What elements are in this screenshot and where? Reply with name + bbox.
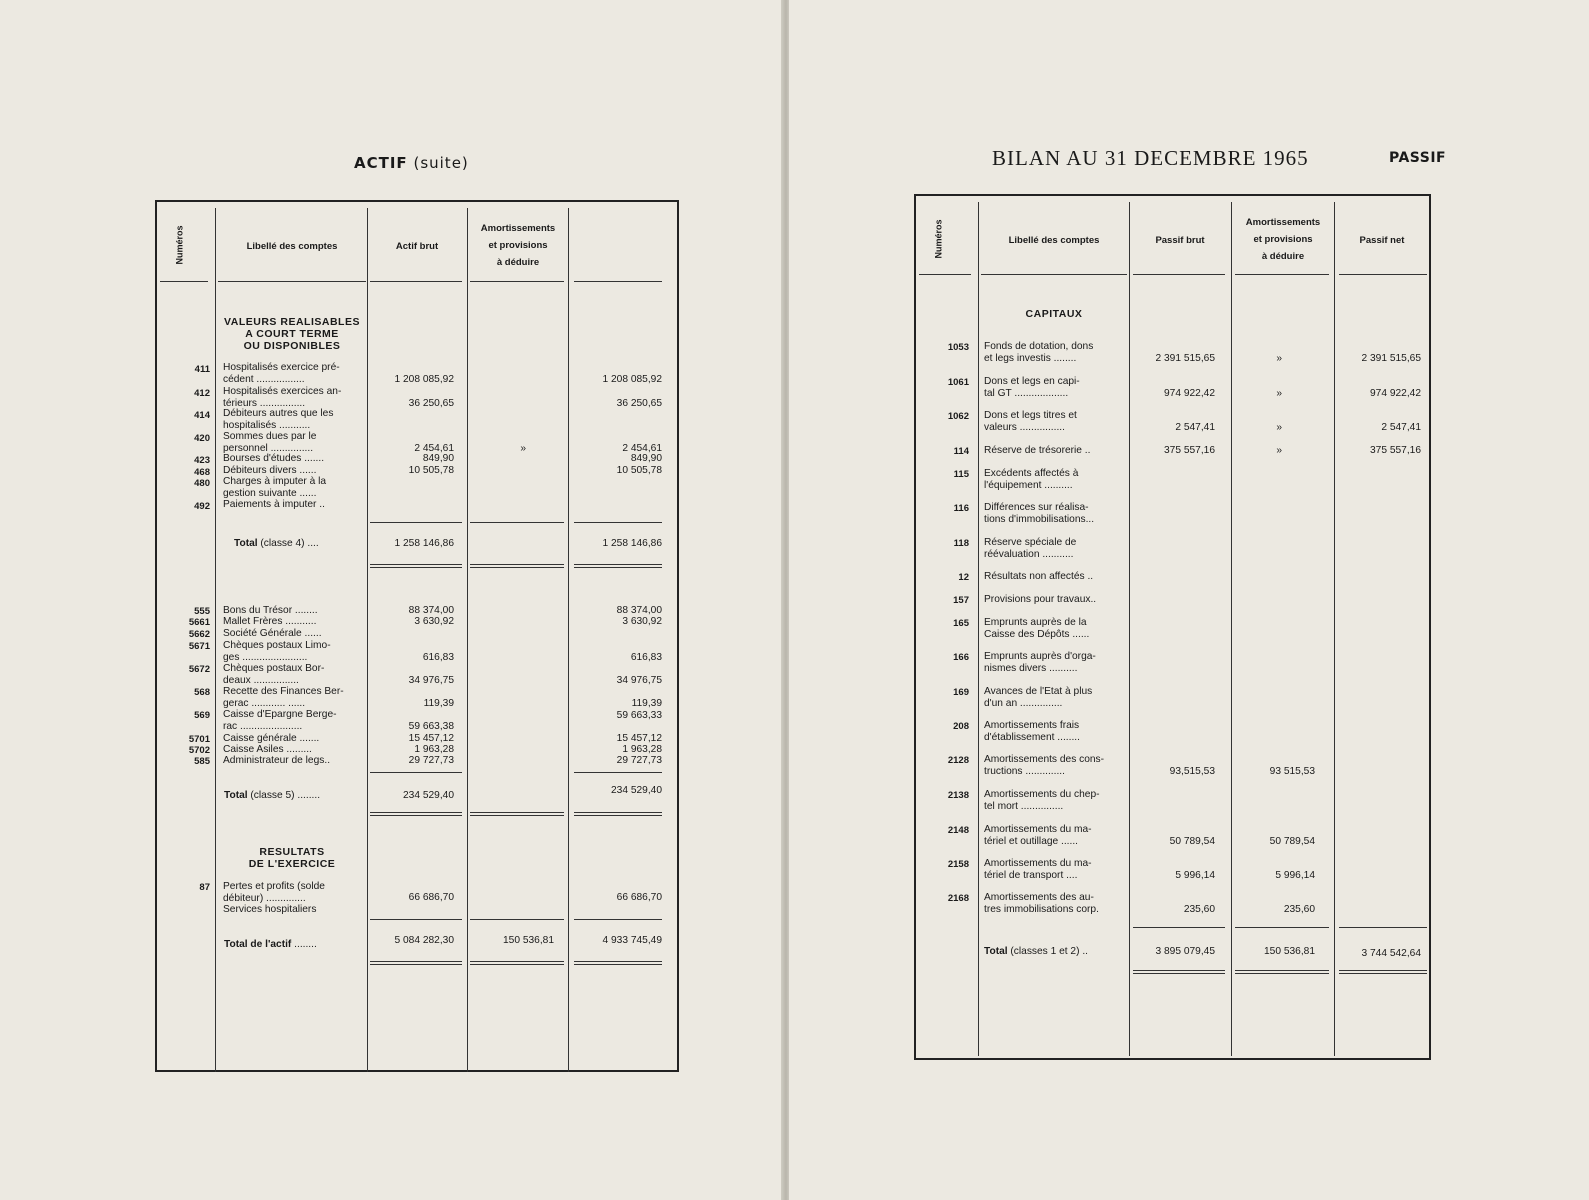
actif-brut-value: 2 454,61 xyxy=(414,442,454,454)
account-label: tériel de transport .... xyxy=(984,869,1078,881)
actif-brut-value: 616,83 xyxy=(422,651,454,663)
passif-net-value: 974 922,42 xyxy=(1370,387,1421,399)
account-label: Caisse Asiles ......... xyxy=(223,744,312,755)
double-rule xyxy=(574,564,662,568)
double-rule xyxy=(370,961,462,965)
total-suffix: (classes 1 et 2) .. xyxy=(1007,946,1088,957)
header-rule xyxy=(919,274,971,275)
double-rule xyxy=(370,564,462,568)
account-number: 2138 xyxy=(947,790,969,801)
account-label: tions d'immobilisations... xyxy=(984,513,1095,525)
total-label: Total xyxy=(984,946,1008,957)
actif-net-value: 3 630,92 xyxy=(622,616,662,627)
account-label: ges ....................... xyxy=(223,651,308,663)
passif-brut-value: 93,515,53 xyxy=(1169,765,1215,777)
header-amortissements-line: à déduire xyxy=(496,257,540,268)
subtotal-rule xyxy=(1235,927,1329,928)
account-label: Société Générale ...... xyxy=(223,628,322,639)
amortissement-value: 50 789,54 xyxy=(1269,835,1315,847)
double-rule xyxy=(1235,970,1329,974)
total-label: Total xyxy=(234,538,258,549)
double-rule xyxy=(470,564,564,568)
account-number: 412 xyxy=(194,388,210,399)
subtotal-rule xyxy=(574,919,662,920)
header-amortissements-line: Amortissements xyxy=(1245,217,1321,228)
account-label: tériel et outillage ...... xyxy=(984,835,1079,847)
left-page-title xyxy=(354,154,469,172)
account-label: gestion suivante ...... xyxy=(223,487,317,499)
account-label: tal GT ................... xyxy=(984,387,1069,399)
account-label: l'équipement .......... xyxy=(984,479,1073,491)
account-number: 414 xyxy=(194,410,210,421)
header-amortissements-line: et provisions xyxy=(488,240,548,251)
section-resultats: RESULTATS xyxy=(259,846,325,858)
account-number: 5661 xyxy=(188,617,210,628)
header-rule xyxy=(981,274,1127,275)
right-page xyxy=(789,0,1589,1200)
header-libelle: Libellé des comptes xyxy=(1008,235,1100,246)
actif-column-divider xyxy=(467,208,468,1072)
account-label: Paiements à imputer .. xyxy=(223,499,325,510)
account-label: Emprunts auprès d'orga- xyxy=(984,651,1096,662)
account-label: gerac ............ ...... xyxy=(223,697,306,709)
total-4-net: 1 258 146,86 xyxy=(602,538,662,549)
account-number: 2168 xyxy=(947,893,969,904)
passif-column-divider xyxy=(1231,202,1232,1056)
account-label: hospitalisés ........... xyxy=(223,419,311,431)
total-label: Total xyxy=(224,790,248,801)
double-rule xyxy=(370,812,462,816)
account-label: Réserve spéciale de xyxy=(984,537,1077,548)
header-rule xyxy=(1339,274,1427,275)
total-suffix: (classe 5) ........ xyxy=(247,790,321,801)
actif-net-value: 66 686,70 xyxy=(616,892,662,903)
account-label: Fonds de dotation, dons xyxy=(984,341,1094,352)
double-rule xyxy=(574,961,662,965)
subtotal-rule xyxy=(370,772,462,773)
actif-brut-value: 34 976,75 xyxy=(408,674,454,686)
passif-net-value: 2 547,41 xyxy=(1381,421,1421,433)
passif-brut-value: 375 557,16 xyxy=(1164,445,1215,456)
account-label: nismes divers .......... xyxy=(984,662,1078,674)
actif-brut-value: 849,90 xyxy=(422,453,454,464)
header-rule xyxy=(1133,274,1225,275)
account-label: térieurs ................ xyxy=(223,397,306,409)
header-amortissements-line: à déduire xyxy=(1261,251,1305,262)
account-number: 166 xyxy=(953,652,969,663)
subtotal-rule xyxy=(1339,927,1427,928)
account-label: et legs investis ........ xyxy=(984,352,1077,364)
account-label: tres immobilisations corp. xyxy=(984,903,1099,915)
double-rule xyxy=(1133,970,1225,974)
bilan-title: BILAN AU 31 DECEMBRE 1965 xyxy=(992,146,1309,170)
account-label: d'établissement ........ xyxy=(984,731,1080,743)
account-label: Services hospitaliers xyxy=(223,904,317,915)
actif-net-value: 1 208 085,92 xyxy=(602,373,662,385)
actif-brut-value: 59 663,38 xyxy=(408,720,454,732)
account-label: Amortissements des au- xyxy=(984,892,1094,903)
account-label: Chèques postaux Limo- xyxy=(223,640,331,651)
total-actif-net: 4 933 745,49 xyxy=(602,935,662,946)
header-passif-brut: Passif brut xyxy=(1155,235,1205,246)
header-rule xyxy=(218,281,366,282)
account-number: 12 xyxy=(958,572,969,583)
account-number: 5702 xyxy=(188,745,210,756)
account-number: 568 xyxy=(194,687,210,698)
account-label: Caisse d'Epargne Berge- xyxy=(223,709,337,720)
account-label: Bons du Trésor ........ xyxy=(223,605,318,616)
account-number: 5701 xyxy=(188,734,210,745)
account-number: 208 xyxy=(953,721,969,732)
amortissement-value: » xyxy=(520,442,526,454)
actif-net-value: 29 727,73 xyxy=(616,755,662,766)
actif-net-value: 10 505,78 xyxy=(616,465,662,476)
subtotal-rule xyxy=(574,522,662,523)
account-number: 1062 xyxy=(947,411,969,422)
actif-net-value: 15 457,12 xyxy=(616,733,662,744)
account-label: d'un an ............... xyxy=(984,697,1063,709)
account-label: Dons et legs titres et xyxy=(984,410,1077,421)
total-passif-brut: 3 895 079,45 xyxy=(1155,946,1215,957)
actif-net-value: 36 250,65 xyxy=(616,397,662,409)
account-label: valeurs ................ xyxy=(984,421,1065,433)
header-numeros: Numéros xyxy=(174,225,185,265)
subtotal-rule xyxy=(1133,927,1225,928)
account-label: Dons et legs en capi- xyxy=(984,376,1080,387)
account-number: 468 xyxy=(194,467,210,478)
total-actif-brut: 5 084 282,30 xyxy=(394,935,454,946)
account-label: tructions .............. xyxy=(984,765,1065,777)
actif-net-value: 2 454,61 xyxy=(622,442,662,454)
amortissement-value: 235,60 xyxy=(1283,903,1315,915)
account-number: 116 xyxy=(953,503,969,514)
account-label: réévaluation ........... xyxy=(984,548,1074,560)
header-amortissements-line: et provisions xyxy=(1253,234,1313,245)
account-number: 5671 xyxy=(188,641,210,652)
account-number: 87 xyxy=(199,882,210,893)
account-label: personnel ............... xyxy=(223,442,314,454)
left-page xyxy=(0,0,783,1200)
total-classe-5 xyxy=(224,790,320,801)
account-number: 555 xyxy=(194,606,210,617)
actif-net-value: 34 976,75 xyxy=(616,674,662,686)
subtotal-rule xyxy=(470,919,564,920)
passif-column-divider xyxy=(1334,202,1335,1056)
account-label: Amortissements frais xyxy=(984,720,1080,731)
header-rule xyxy=(1235,274,1329,275)
account-number: 169 xyxy=(953,687,969,698)
total-classes-1-2 xyxy=(984,946,1088,957)
account-number: 480 xyxy=(194,478,210,489)
account-label: Débiteurs divers ...... xyxy=(223,465,317,476)
account-label: Emprunts auprès de la xyxy=(984,617,1087,628)
passif-brut-value: 235,60 xyxy=(1183,903,1215,915)
account-label: Amortissements du chep- xyxy=(984,789,1100,800)
passif-brut-value: 974 922,42 xyxy=(1164,387,1215,399)
account-label: Chèques postaux Bor- xyxy=(223,663,325,674)
account-label: deaux ................ xyxy=(223,674,299,686)
subtotal-rule xyxy=(574,772,662,773)
account-label: Mallet Frères ........... xyxy=(223,616,317,627)
account-label: Caisse des Dépôts ...... xyxy=(984,628,1090,640)
account-label: Charges à imputer à la xyxy=(223,476,327,487)
left-title-rest: (suite) xyxy=(413,154,469,172)
header-amortissements-line: Amortissements xyxy=(480,223,556,234)
amortissement-value: 5 996,14 xyxy=(1275,869,1315,881)
total-5-net: 234 529,40 xyxy=(611,785,662,796)
account-label: Avances de l'Etat à plus xyxy=(984,686,1093,697)
double-rule xyxy=(1339,970,1427,974)
double-rule xyxy=(470,812,564,816)
total-label: Total de l'actif xyxy=(224,939,292,950)
actif-brut-value: 3 630,92 xyxy=(414,616,454,627)
account-label: Administrateur de legs.. xyxy=(223,755,331,766)
account-number: 114 xyxy=(953,446,969,457)
section-valeurs-realisables: OU DISPONIBLES xyxy=(243,340,341,352)
header-libelle: Libellé des comptes xyxy=(246,241,338,252)
account-number: 118 xyxy=(953,538,969,549)
actif-net-value: 616,83 xyxy=(630,651,662,663)
account-label: cédent ................. xyxy=(223,373,305,385)
account-label: Débiteurs autres que les xyxy=(223,408,334,419)
passif-column-divider xyxy=(978,202,979,1056)
total-suffix: (classe 4) .... xyxy=(257,538,319,549)
header-rule xyxy=(160,281,208,282)
actif-brut-value: 1 963,28 xyxy=(414,744,454,755)
header-rule xyxy=(574,281,662,282)
actif-brut-value: 29 727,73 xyxy=(408,755,454,766)
passif-column-divider xyxy=(1129,202,1130,1056)
total-classe-4 xyxy=(234,538,319,549)
account-label: Excédents affectés à xyxy=(984,468,1079,479)
passif-net-value: 2 391 515,65 xyxy=(1361,352,1421,364)
passif-net-value: 375 557,16 xyxy=(1370,445,1421,456)
account-label: Sommes dues par le xyxy=(223,431,317,442)
account-number: 157 xyxy=(953,595,969,606)
header-rule xyxy=(370,281,462,282)
actif-net-value: 88 374,00 xyxy=(616,605,662,616)
account-label: débiteur) .............. xyxy=(223,892,306,904)
account-number: 1061 xyxy=(947,377,969,388)
account-number: 115 xyxy=(953,469,969,480)
account-number: 2158 xyxy=(947,859,969,870)
account-label: Hospitalisés exercices an- xyxy=(223,386,342,397)
total-5-brut: 234 529,40 xyxy=(403,790,454,801)
header-passif-net: Passif net xyxy=(1359,235,1405,246)
total-actif xyxy=(224,939,317,950)
amortissement-value: 93 515,53 xyxy=(1269,765,1315,777)
actif-net-value: 59 663,33 xyxy=(616,709,662,721)
account-number: 2148 xyxy=(947,825,969,836)
actif-brut-value: 15 457,12 xyxy=(408,733,454,744)
left-title-bold: ACTIF xyxy=(354,154,408,172)
actif-net-value: 849,90 xyxy=(630,453,662,464)
account-number: 411 xyxy=(194,364,210,375)
account-label: Bourses d'études ....... xyxy=(223,453,325,464)
header-actif-brut: Actif brut xyxy=(395,241,439,252)
amortissement-value: » xyxy=(1276,352,1282,364)
total-suffix: ........ xyxy=(291,939,317,950)
passif-brut-value: 50 789,54 xyxy=(1169,835,1215,847)
subtotal-rule xyxy=(470,522,564,523)
actif-column-divider xyxy=(367,208,368,1072)
header-numeros: Numéros xyxy=(933,219,944,259)
header-rule xyxy=(470,281,564,282)
actif-column-divider xyxy=(215,208,216,1072)
account-number: 2128 xyxy=(947,755,969,766)
account-label: Hospitalisés exercice pré- xyxy=(223,362,340,373)
section-valeurs-realisables: A COURT TERME xyxy=(245,328,339,340)
account-label: Amortissements des cons- xyxy=(984,754,1105,765)
actif-net-value: 119,39 xyxy=(631,697,662,709)
actif-column-divider xyxy=(568,208,569,1072)
account-label: tel mort ............... xyxy=(984,800,1064,812)
account-label: Réserve de trésorerie .. xyxy=(984,445,1091,456)
account-label: Caisse générale ....... xyxy=(223,733,320,744)
subtotal-rule xyxy=(370,919,462,920)
actif-brut-value: 119,39 xyxy=(423,697,454,709)
account-label: Recette des Finances Ber- xyxy=(223,686,344,697)
total-4-brut: 1 258 146,86 xyxy=(394,538,454,549)
account-number: 585 xyxy=(194,756,210,767)
account-label: Pertes et profits (solde xyxy=(223,881,325,892)
account-label: rac ...................... xyxy=(223,720,303,732)
passif-label: PASSIF xyxy=(1389,150,1447,166)
actif-brut-value: 36 250,65 xyxy=(408,397,454,409)
actif-brut-value: 88 374,00 xyxy=(408,605,454,616)
account-label: Provisions pour travaux.. xyxy=(984,594,1097,605)
total-passif-amort: 150 536,81 xyxy=(1264,946,1315,957)
account-number: 1053 xyxy=(947,342,969,353)
account-number: 423 xyxy=(194,455,210,466)
actif-brut-value: 1 208 085,92 xyxy=(394,373,454,385)
amortissement-value: » xyxy=(1276,445,1282,456)
actif-brut-value: 10 505,78 xyxy=(408,465,454,476)
account-number: 569 xyxy=(194,710,210,721)
account-label: Amortissements du ma- xyxy=(984,858,1092,869)
actif-brut-value: 66 686,70 xyxy=(408,892,454,903)
amortissement-value: » xyxy=(1276,421,1282,433)
section-capitaux: CAPITAUX xyxy=(1025,308,1083,320)
account-number: 5672 xyxy=(188,664,210,675)
account-label: Résultats non affectés .. xyxy=(984,571,1094,582)
double-rule xyxy=(574,812,662,816)
passif-brut-value: 2 547,41 xyxy=(1175,421,1215,433)
subtotal-rule xyxy=(370,522,462,523)
double-rule xyxy=(470,961,564,965)
section-resultats: DE L'EXERCICE xyxy=(248,858,336,870)
actif-net-value: 1 963,28 xyxy=(622,744,662,755)
passif-brut-value: 2 391 515,65 xyxy=(1155,352,1215,364)
total-actif-amort: 150 536,81 xyxy=(503,935,554,946)
account-label: Amortissements du ma- xyxy=(984,824,1092,835)
account-number: 492 xyxy=(194,501,210,512)
account-number: 420 xyxy=(194,433,210,444)
account-label: Différences sur réalisa- xyxy=(984,502,1089,513)
account-number: 5662 xyxy=(188,629,210,640)
total-passif-net: 3 744 542,64 xyxy=(1361,948,1421,959)
amortissement-value: » xyxy=(1276,387,1282,399)
section-valeurs-realisables: VALEURS REALISABLES xyxy=(224,316,360,328)
passif-brut-value: 5 996,14 xyxy=(1175,869,1215,881)
account-number: 165 xyxy=(953,618,969,629)
